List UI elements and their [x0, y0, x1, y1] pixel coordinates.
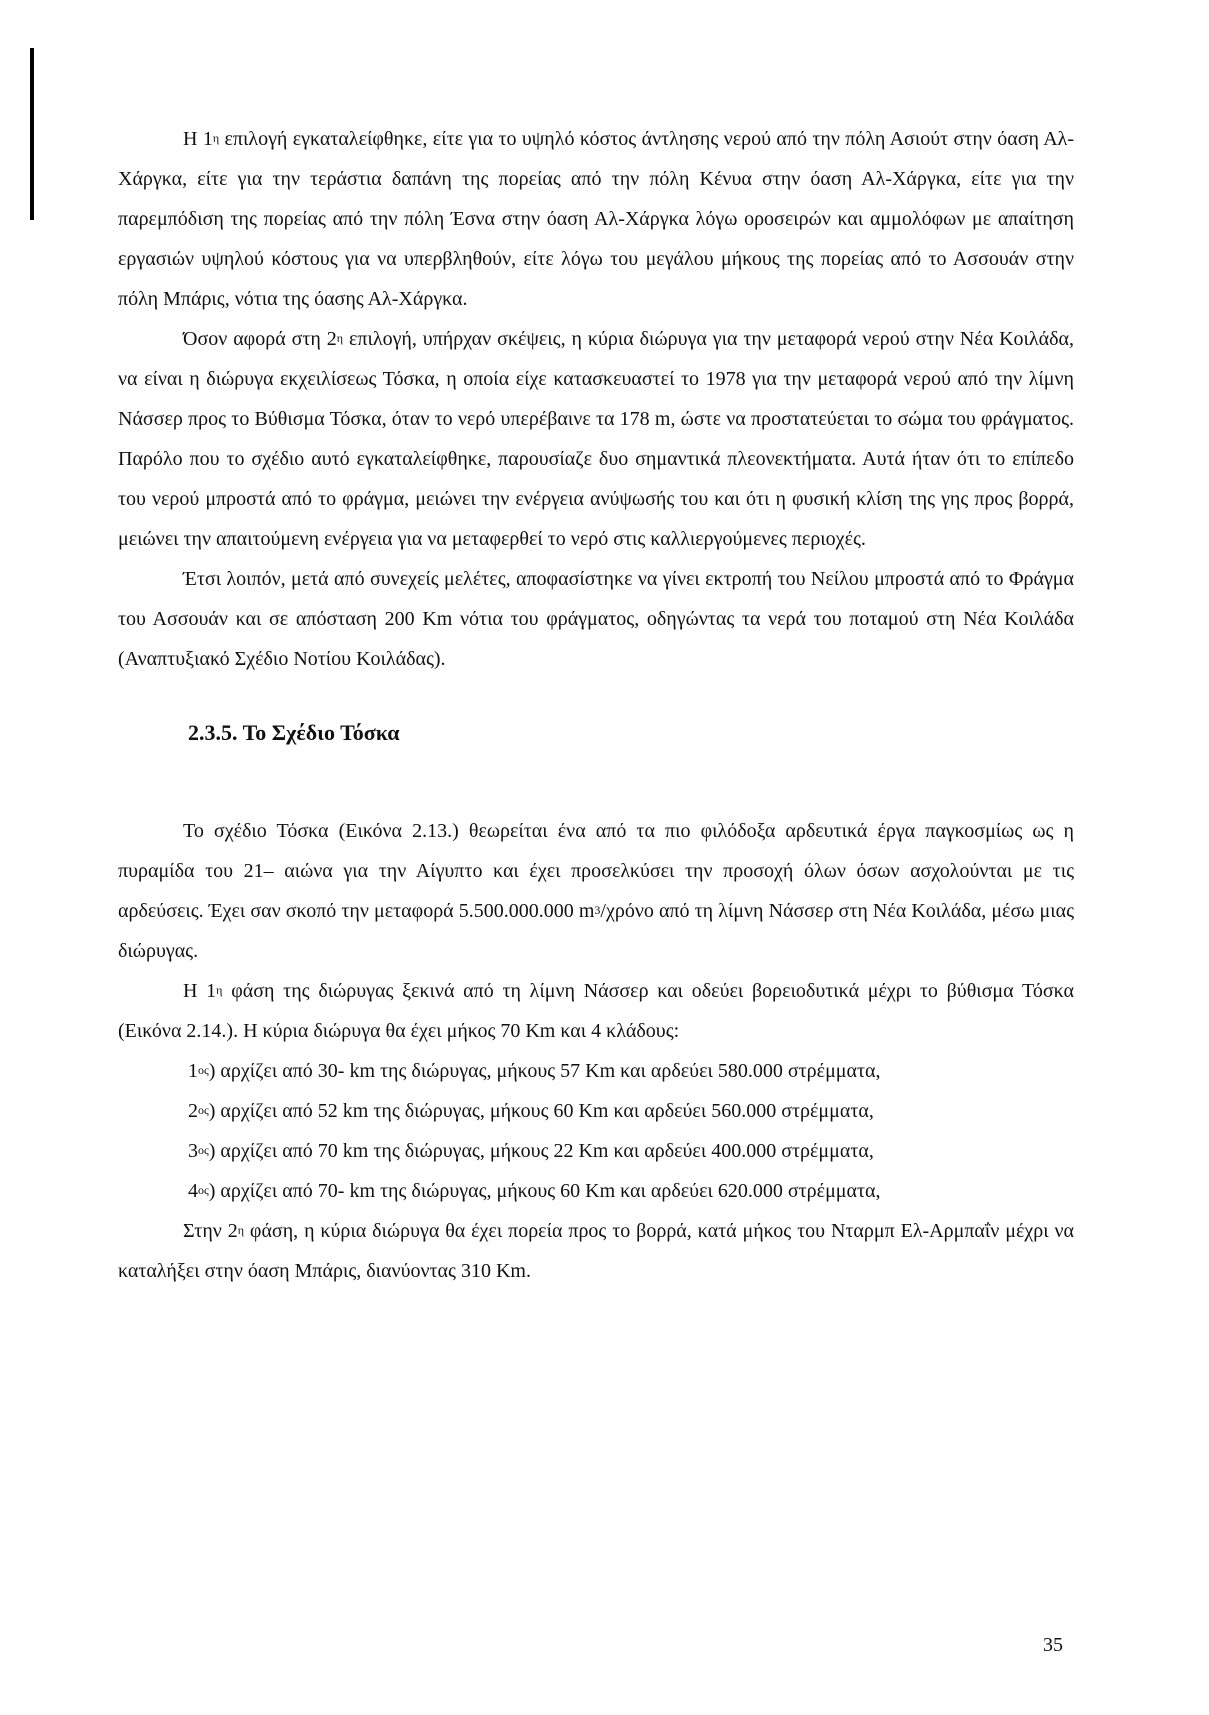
- paragraph-toska-plan: [118, 811, 1074, 971]
- paragraph-text: επιλογή, υπήρχαν σκέψεις, η κύρια διώρυγα για την μεταφορά νερού στην Νέα Κοιλάδα, να είναι η διώρυγα εκχειλίσεως Τόσκα, η οποία είχε κατασκευαστεί το 1978 για την μεταφορά νερού από την λίμνη Νάσσερ προς το Βύθισμα Τόσκα, όταν το νερό υπερέβαινε τα 178 m, ώστε να προστατεύεται το σώμα του φράγματος. Παρόλο που το σχέδιο αυτό εγκαταλείφθηκε, παρουσίαζε δυο σημαντικά πλεονεκτήματα. Αυτά ήταν ότι το επίπεδο του νερού μπροστά από το φράγμα, μειώνει την ενέργεια ανύψωσής του και ότι η φυσική κλίση της γης προς βορρά, μειώνει την απαιτούμενη ενέργεια για να μεταφερθεί το νερό στις καλλιεργούμενες περιοχές.: [118, 328, 1074, 550]
- ordinal-suffix: η: [216, 983, 223, 997]
- ordinal-suffix: η: [237, 1223, 244, 1237]
- paragraph-text: φάση, η κύρια διώρυγα θα έχει πορεία προς το βορρά, κατά μήκος του Νταρμπ Ελ-Αρμπαΐν μέχρι να καταλήξει στην όαση Μπάρις, διανύοντας 310 Km.: [118, 1220, 1074, 1282]
- paragraph-second-option: Όσον αφορά στη $2^\eta$ επιλογή, υπήρχαν σκέψεις, η κύρια διώρυγα για την μεταφορά νερού στην Νέα Κοιλάδα, να είναι η διώρυγα εκχειλίσεως Τόσκα, η οποία είχε κατασκευαστεί το 1978 για την μεταφορά νερού από την λίμνη Νάσσερ προς το Βύθισμα Τόσκα, όταν το νερό υπερέβαινε τα 178 m, ώστε να προστατεύεται το σώμα του φράγματος. Παρόλο που το σχέδιο αυτό εγκαταλείφθηκε, παρουσίαζε δυο σημαντικά πλεονεκτήματα. Αυτά ήταν ότι το επίπεδο του νερού μπροστά από το φράγμα, μειώνει την ενέργεια ανύψωσής του και ότι η φυσική κλίση της γης προς βορρά, μειώνει την απαιτούμενη ενέργεια για να μεταφερθεί το νερό στις καλλιεργούμενες περιοχές.: [118, 328, 1074, 550]
- list-item: $3^{o\varsigma}$) αρχίζει από 70 km της διώρυγας, μήκους 22 Km και αρδεύει 400.000 στρέμματα,: [188, 1140, 874, 1162]
- paragraph-phase-one: Η $1^\eta$ φάση της διώρυγας ξεκινά από τη λίμνη Νάσσερ και οδεύει βορειοδυτικά μέχρι το βύθισμα Τόσκα (Εικόνα 2.14.). Η κύρια διώρυγα θα έχει μήκος 70 Km και 4 κλάδους:: [118, 980, 1075, 1042]
- paragraph-first-option: Η $1^\eta$ επιλογή εγκαταλείφθηκε, είτε για το υψηλό κόστος άντλησης νερού από την πόλη Ασιούτ στην όαση Αλ-Χάργκα, είτε για την τεράστια δαπάνη της πορείας από την πόλη Κένυα στην όαση Αλ-Χάργκα, είτε για την παρεμπόδιση της πορείας από την πόλη Έσνα στην όαση Αλ-Χάργκα λόγω οροσειρών και αμμολόφων με απαίτηση εργασιών υψηλού κόστους για να υπερβληθούν, είτε λόγω του μεγάλου μήκους της πορείας από το Ασσουάν στην πόλη Μπάρις, νότια της όασης Αλ-Χάργκα.: [118, 128, 1075, 310]
- list-item: $2^{o\varsigma}$) αρχίζει από 52 km της διώρυγας, μήκους 60 Km και αρδεύει 560.000 στρέμματα,: [188, 1100, 874, 1122]
- page-number: 35: [1043, 1634, 1063, 1656]
- paragraph-text: επιλογή εγκαταλείφθηκε, είτε για το υψηλό κόστος άντλησης νερού από την πόλη Ασιούτ στην όαση Αλ-Χάργκα, είτε για την τεράστια δαπάνη της πορείας από την πόλη Κένυα στην όαση Αλ-Χάργκα, είτε για την παρεμπόδιση της πορείας από την πόλη Έσνα στην όαση Αλ-Χάργκα λόγω οροσειρών και αμμολόφων με απαίτηση εργασιών υψηλού κόστους για να υπερβληθούν, είτε λόγω του μεγάλου μήκους της πορείας από το Ασσουάν στην πόλη Μπάρις, νότια της όασης Αλ-Χάργκα.: [118, 128, 1075, 310]
- branch-list: [118, 1051, 1074, 1211]
- margin-rule: [30, 48, 34, 220]
- paragraph-text: φάση της διώρυγας ξεκινά από τη λίμνη Νάσσερ και οδεύει βορειοδυτικά μέχρι το βύθισμα Τόσκα (Εικόνα 2.14.). Η κύρια διώρυγα θα έχει μήκος 70 Km και 4 κλάδους:: [118, 980, 1075, 1042]
- ordinal-suffix: η: [336, 331, 344, 345]
- unit-exponent: 3: [594, 903, 601, 917]
- paragraph-text: Το σχέδιο Τόσκα (Εικόνα 2.13.) θεωρείται ένα από τα πιο φιλόδοξα αρδευτικά έργα παγκοσμίως ως η πυραμίδα του 21– αιώνα για την Αίγυπτο και έχει προσελκύσει την προσοχή όλων όσων ασχολούνται με τις αρδεύσεις. Έχει σαν σκοπό την μεταφορά 5.500.000.000 m: [118, 820, 1074, 922]
- paragraph-text: /χρόνο από τη λίμνη Νάσσερ στη Νέα Κοιλάδα, μέσω μιας διώρυγας.: [118, 900, 1074, 962]
- list-item: $4^{o\varsigma}$) αρχίζει από 70- km της διώρυγας, μήκους 60 Km και αρδεύει 620.000 στρέμματα,: [188, 1180, 881, 1202]
- spacer: [118, 679, 1074, 713]
- spacer: [118, 753, 1074, 811]
- list-item: $1^{o\varsigma}$) αρχίζει από 30- km της διώρυγας, μήκους 57 Km και αρδεύει 580.000 στρέμματα,: [188, 1060, 881, 1082]
- page-body: [118, 119, 1074, 1291]
- section-heading: 2.3.5. Το Σχέδιο Τόσκα: [188, 720, 400, 745]
- paragraph-phase-two: Στην $2^\eta$ φάση, η κύρια διώρυγα θα έχει πορεία προς το βορρά, κατά μήκος του Νταρμπ Ελ-Αρμπαΐν μέχρι να καταλήξει στην όαση Μπάρις, διανύοντας 310 Km.: [118, 1220, 1074, 1282]
- paragraph-decision: Έτσι λοιπόν, μετά από συνεχείς μελέτες, αποφασίστηκε να γίνει εκτροπή του Νείλου μπροστά από το Φράγμα του Ασσουάν και σε απόσταση 200 Km νότια του φράγματος, οδηγώντας τα νερά του ποταμού στη Νέα Κοιλάδα (Αναπτυξιακό Σχέδιο Νοτίου Κοιλάδας).: [118, 568, 1074, 670]
- ordinal-suffix: η: [212, 131, 220, 145]
